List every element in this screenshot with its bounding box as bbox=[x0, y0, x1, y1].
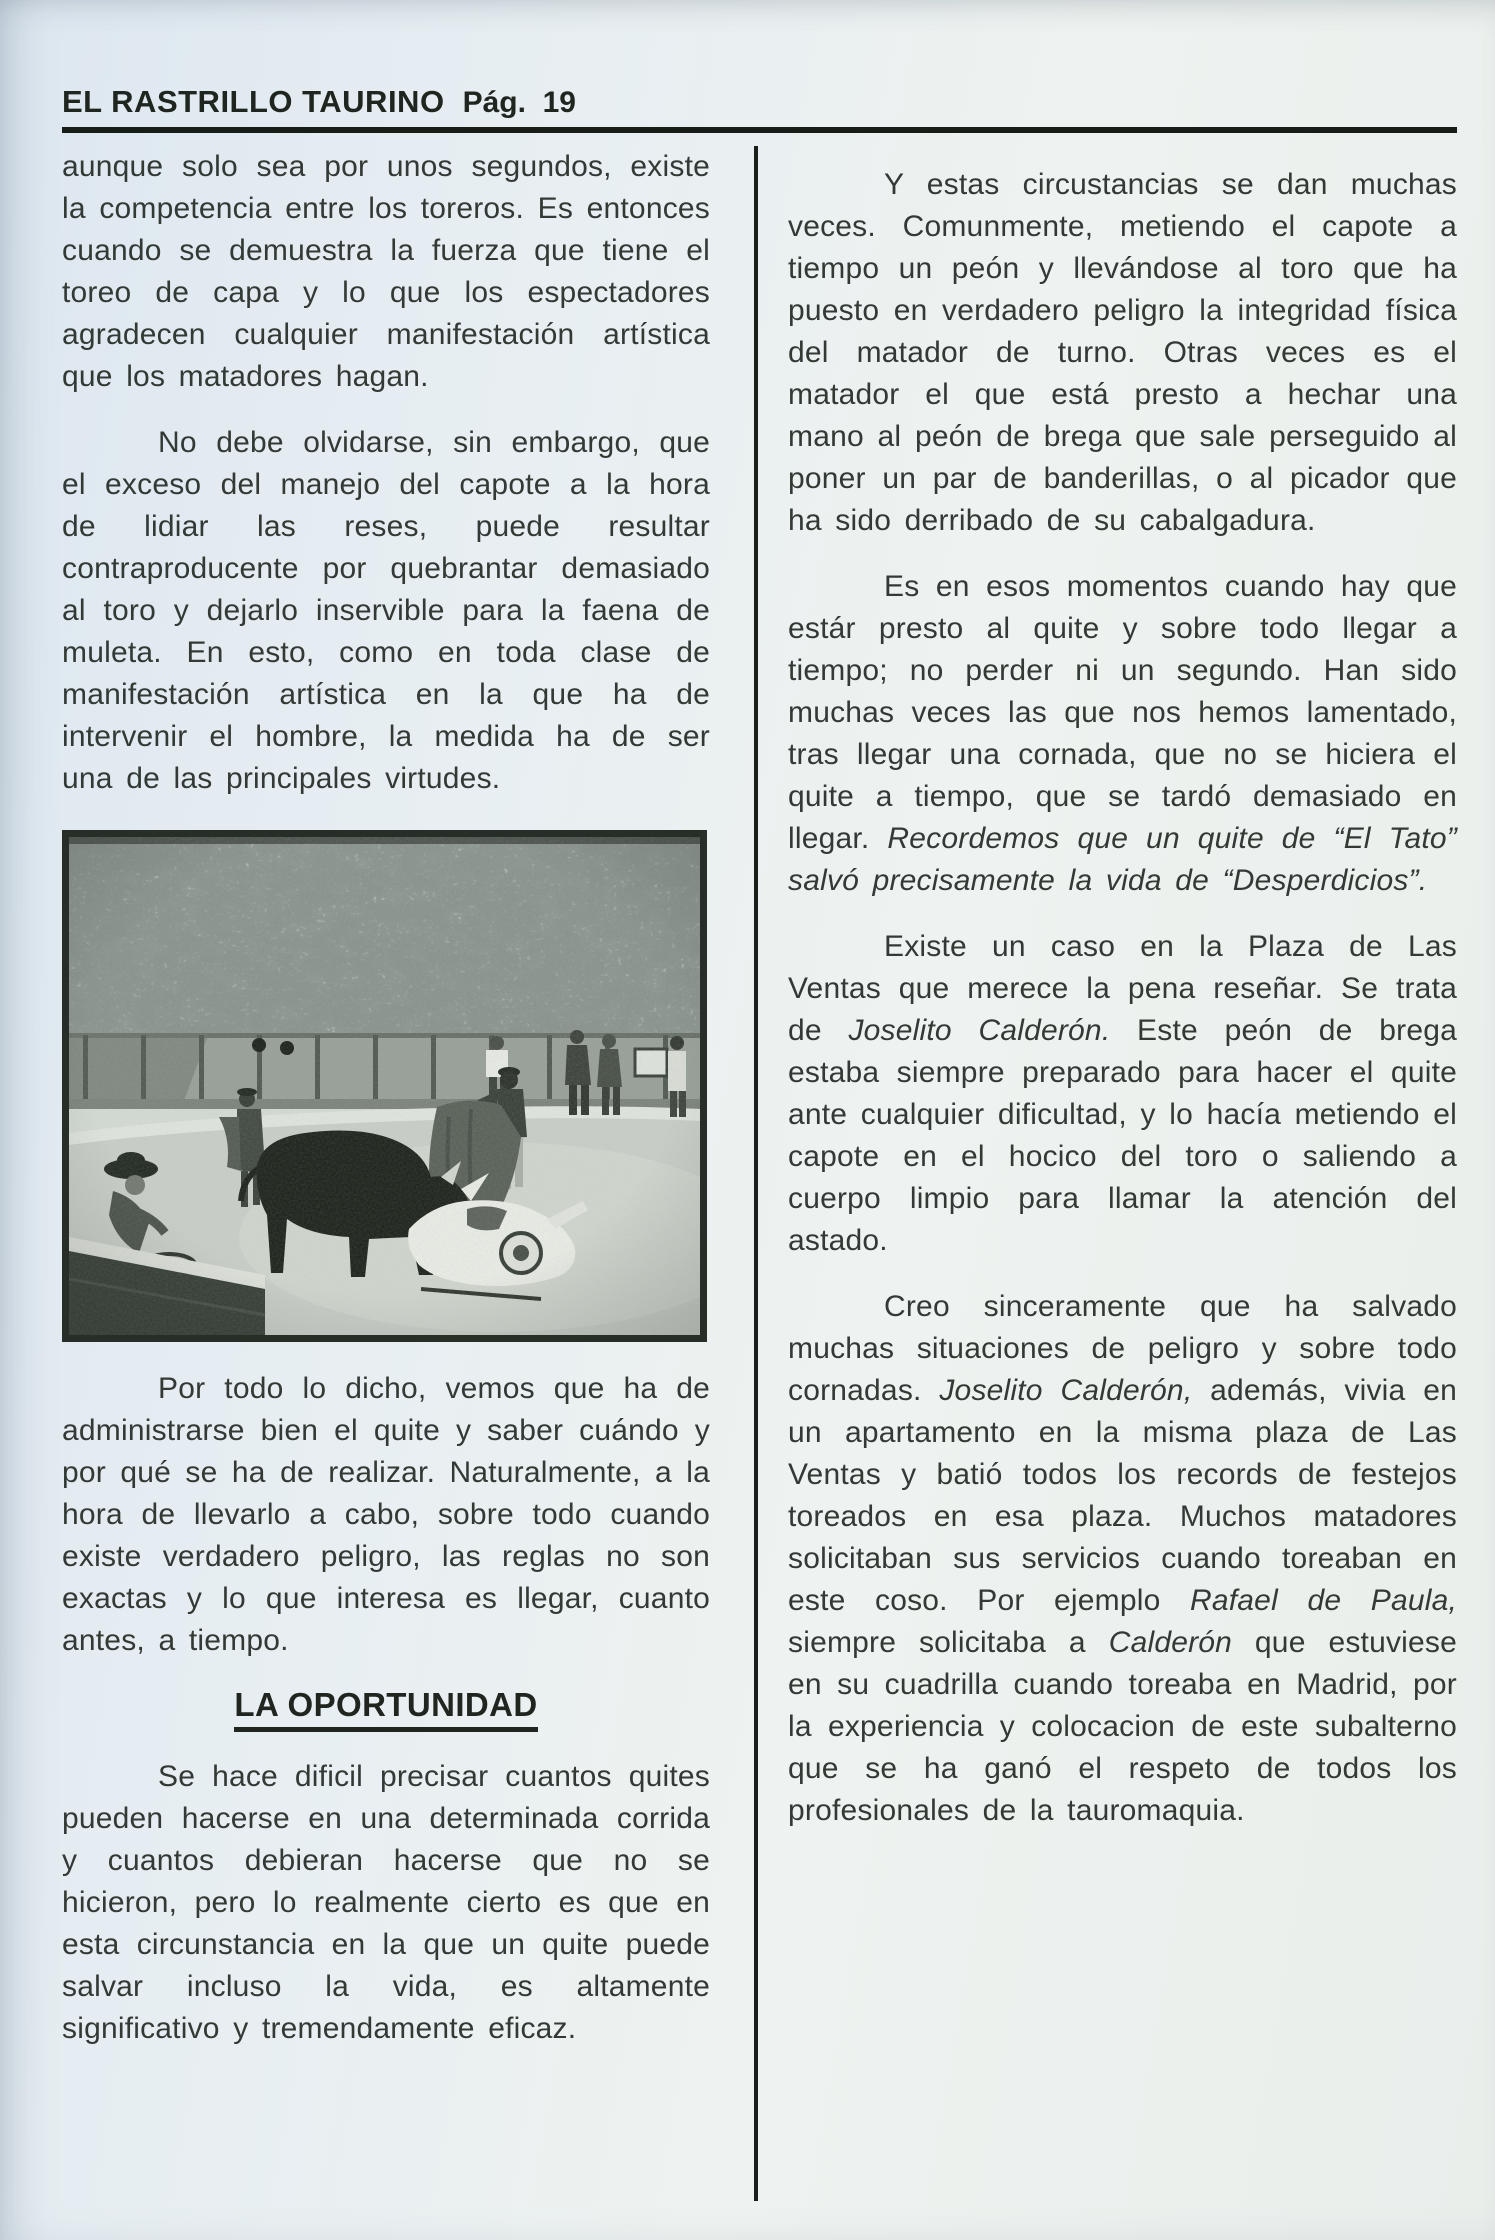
page-header bbox=[62, 84, 1457, 133]
paragraph: Y estas circustancias se dan muchas veces. Comunmente, metiendo el capote a tiempo un peón y llevándose al toro que ha puesto en verdadero peligro la integridad física del matador de turno. Otras veces es el matador el que está presto a hechar una mano al peón de brega que sale perseguido al poner un par de banderillas, o al picador que ha sido derribado de su cabalgadura. bbox=[788, 168, 1457, 537]
bullfight-photo bbox=[62, 830, 707, 1342]
paragraph: Por todo lo dicho, vemos que ha de administrarse bien el quite y saber cuándo y por qué se ha de realizar. Naturalmente, a la hora de llevarlo a cabo, sobre todo cuando existe verdadero peligro, las reglas no son exactas y lo que interesa es llegar, cuanto antes, a tiempo. bbox=[62, 1372, 710, 1657]
paragraph: No debe olvidarse, sin embargo, que el exceso del manejo del capote a la hora de lidiar las reses, puede resultar contraproducente por quebrantar demasiado al toro y dejarlo inservible para la faena de muleta. En esto, como en toda clase de manifestación artística en la que ha de intervenir el hombre, la medida ha de ser una de las principales virtudes. bbox=[62, 426, 710, 795]
right-column bbox=[788, 146, 1457, 2201]
bullring-photo-illustration bbox=[69, 837, 700, 1335]
paragraph: Es en esos momentos cuando hay que estár presto al quite y sobre todo llegar a tiempo; no perder ni un segundo. Han sido muchas veces las que nos hemos lamentado, tras llegar una cornada, que no se hiciera el quite a tiempo, que se tardó demasiado en llegar. Recordemos que un quite de “El Tato” salvó precisamente la vida de “Desperdicios”. bbox=[788, 570, 1457, 897]
page-title: EL RASTRILLO TAURINO bbox=[62, 84, 445, 119]
page-number: Pág. 19 bbox=[462, 86, 576, 119]
header-rule bbox=[62, 127, 1457, 133]
left-column bbox=[62, 146, 710, 2201]
section-heading: LA OPORTUNIDAD bbox=[62, 1686, 710, 1724]
paragraph: Creo sinceramente que ha salvado muchas situaciones de peligro y sobre todo cornadas. Joselito Calderón, además, vivia en un apartamento en la misma plaza de Las Ventas y batió todos los records de festejos toreados en esa plaza. Muchos matadores solicitaban sus servicios cuando toreaban en este coso. Por ejemplo Rafael de Paula, siempre solicitaba a Calderón que estuviese en su cuadrilla cuando toreaba en Madrid, por la experiencia y colocacion de este subalterno que se ha ganó el respeto de todos los profesionales de la tauromaquia. bbox=[788, 1290, 1457, 1827]
paragraph: Existe un caso en la Plaza de Las Ventas que merece la pena reseñar. Se trata de Joselito Calderón. Este peón de brega estaba siempre preparado para hacer el quite ante cualquier dificultad, y lo hacía metiendo el capote en el hocico del toro o saliendo a cuerpo limpio para llamar la atención del astado. bbox=[788, 930, 1457, 1257]
two-column-layout bbox=[62, 146, 1457, 2201]
column-divider bbox=[754, 146, 758, 2201]
paragraph: aunque solo sea por unos segundos, existe la competencia entre los toreros. Es entonces cuando se demuestra la fuerza que tiene el toreo de capa y lo que los espectadores agradecen cualquier manifestación artística que los matadores hagan. bbox=[62, 150, 710, 393]
paragraph: Se hace dificil precisar cuantos quites pueden hacerse en una determinada corrida y cuantos debieran hacerse que no se hicieron, pero lo realmente cierto es que en esta circunstancia en la que un quite puede salvar incluso la vida, es altamente significativo y tremendamente eficaz. bbox=[62, 1760, 710, 2045]
